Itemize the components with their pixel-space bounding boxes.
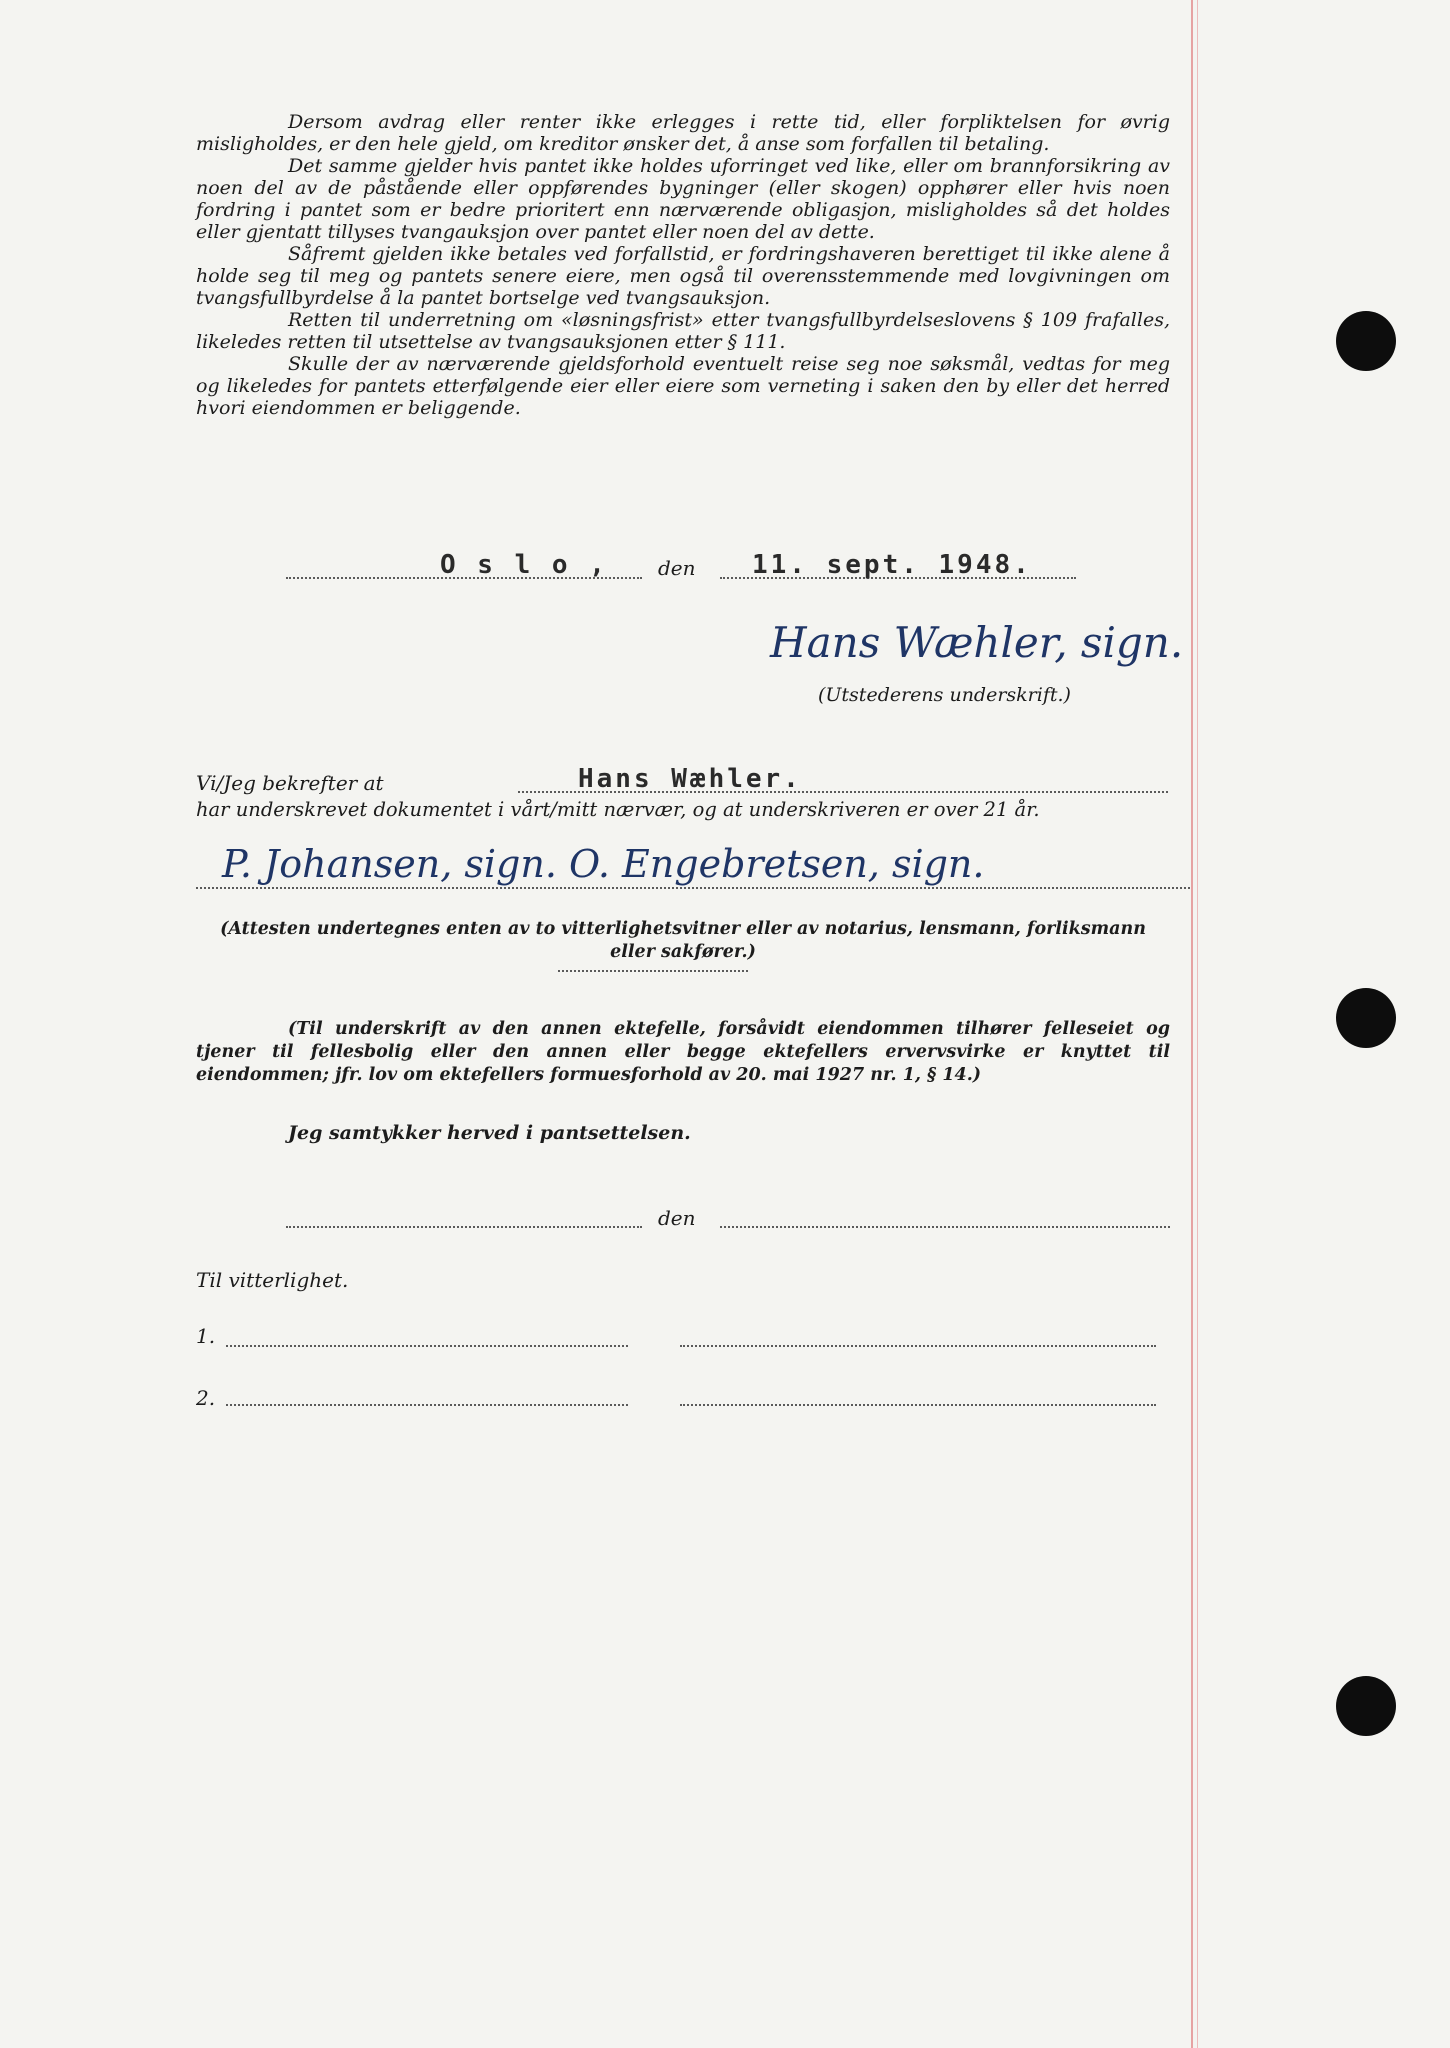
witness-signature-dotted-line xyxy=(196,887,1190,889)
consent-den-label: den xyxy=(658,1206,696,1230)
witness-1-address-line xyxy=(680,1345,1156,1347)
witness-statement: har underskrevet dokumentet i vårt/mitt nærvær, og at underskriveren er over 21 år. xyxy=(196,798,1040,821)
witnesses-heading: Til vitterlighet. xyxy=(196,1268,349,1292)
consent-place-dotted-line xyxy=(286,1226,642,1228)
punch-hole-bottom xyxy=(1336,1676,1396,1736)
margin-line-secondary xyxy=(1197,0,1198,2048)
attest-dotted-line xyxy=(558,970,748,972)
paragraph-insurance: Det samme gjelder hvis pantet ikke holdes uforringet ved like, eller om brannforsikring av noen del av de påstående eller oppførendes bygninger (eller skogen) opphører eller hvis noen fordring i pantet som er bedre prioritert enn nærværende obligasjon, misligholdes så det holdes eller gjentatt tillyses tvangauksjon over pantet eller noen del av dette. xyxy=(196,155,1170,243)
witness-2-name-line xyxy=(226,1404,628,1406)
paragraph-default: Dersom avdrag eller renter ikke erlegges i rette tid, eller forpliktelsen for øvrig misligholdes, er den hele gjeld, om kreditor ønsker det, å anse som forfallen til betaling. xyxy=(196,111,1170,155)
spouse-note: (Til underskrift av den annen ektefelle, forsåvidt eiendommen tilhører felleseiet og tjener til fellesbolig eller den annen eller begge ektefellers ervervsvirke er knyttet til eiendommen; jfr. lov om ektefellers formuesforhold av 20. mai 1927 nr. 1, § 14.) xyxy=(196,1019,1170,1085)
attest-note: (Attesten undertegnes enten av to vitterlighetsvitner eller av notarius, lensmann, forliksmann eller sakfører.) xyxy=(220,919,1146,962)
consent-date-dotted-line xyxy=(720,1226,1170,1228)
paragraph-notice: Retten til underretning om «løsningsfrist» etter tvangsfullbyrdelseslovens § 109 frafalles, likeledes retten til utsettelse av tvangsauksjonen etter § 111. xyxy=(196,309,1170,353)
witness-signatures: P. Johansen, sign. O. Engebretsen, sign. xyxy=(222,842,985,886)
punch-hole-top xyxy=(1336,311,1396,371)
den-label: den xyxy=(658,556,696,580)
consent-text: Jeg samtykker herved i pantsettelsen. xyxy=(288,1122,691,1144)
witness-prefix: Vi/Jeg bekrefter at xyxy=(196,771,384,795)
witness-2-number: 2. xyxy=(196,1386,216,1410)
margin-line xyxy=(1191,0,1193,2048)
place-value: O s l o , xyxy=(440,550,608,580)
issuer-caption: (Utstederens underskrift.) xyxy=(818,684,1071,706)
witness-name-value: Hans Wæhler. xyxy=(578,764,802,794)
paragraph-enforcement: Såfremt gjelden ikke betales ved forfallstid, er fordringshaveren berettiget til ikke alene å holde seg til meg og pantets senere eiere, men også til overensstemmende med lovgivningen om tvangsfullbyrdelse å la pantet bortselge ved tvangsauksjon. xyxy=(196,243,1170,309)
paragraph-venue: Skulle der av nærværende gjeldsforhold eventuelt reise seg noe søksmål, vedtas for meg og likeledes for pantets etterfølgende eier eller eiere som verneting i saken den by eller det herred hvori eiendommen er beliggende. xyxy=(196,353,1170,419)
witness-1-name-line xyxy=(226,1345,628,1347)
witness-1-number: 1. xyxy=(196,1324,216,1348)
terms-text xyxy=(196,111,1170,419)
issuer-signature: Hans Wæhler, sign. xyxy=(770,618,1184,667)
punch-hole-middle xyxy=(1336,988,1396,1048)
date-value: 11. sept. 1948. xyxy=(752,550,1032,580)
witness-2-address-line xyxy=(680,1404,1156,1406)
